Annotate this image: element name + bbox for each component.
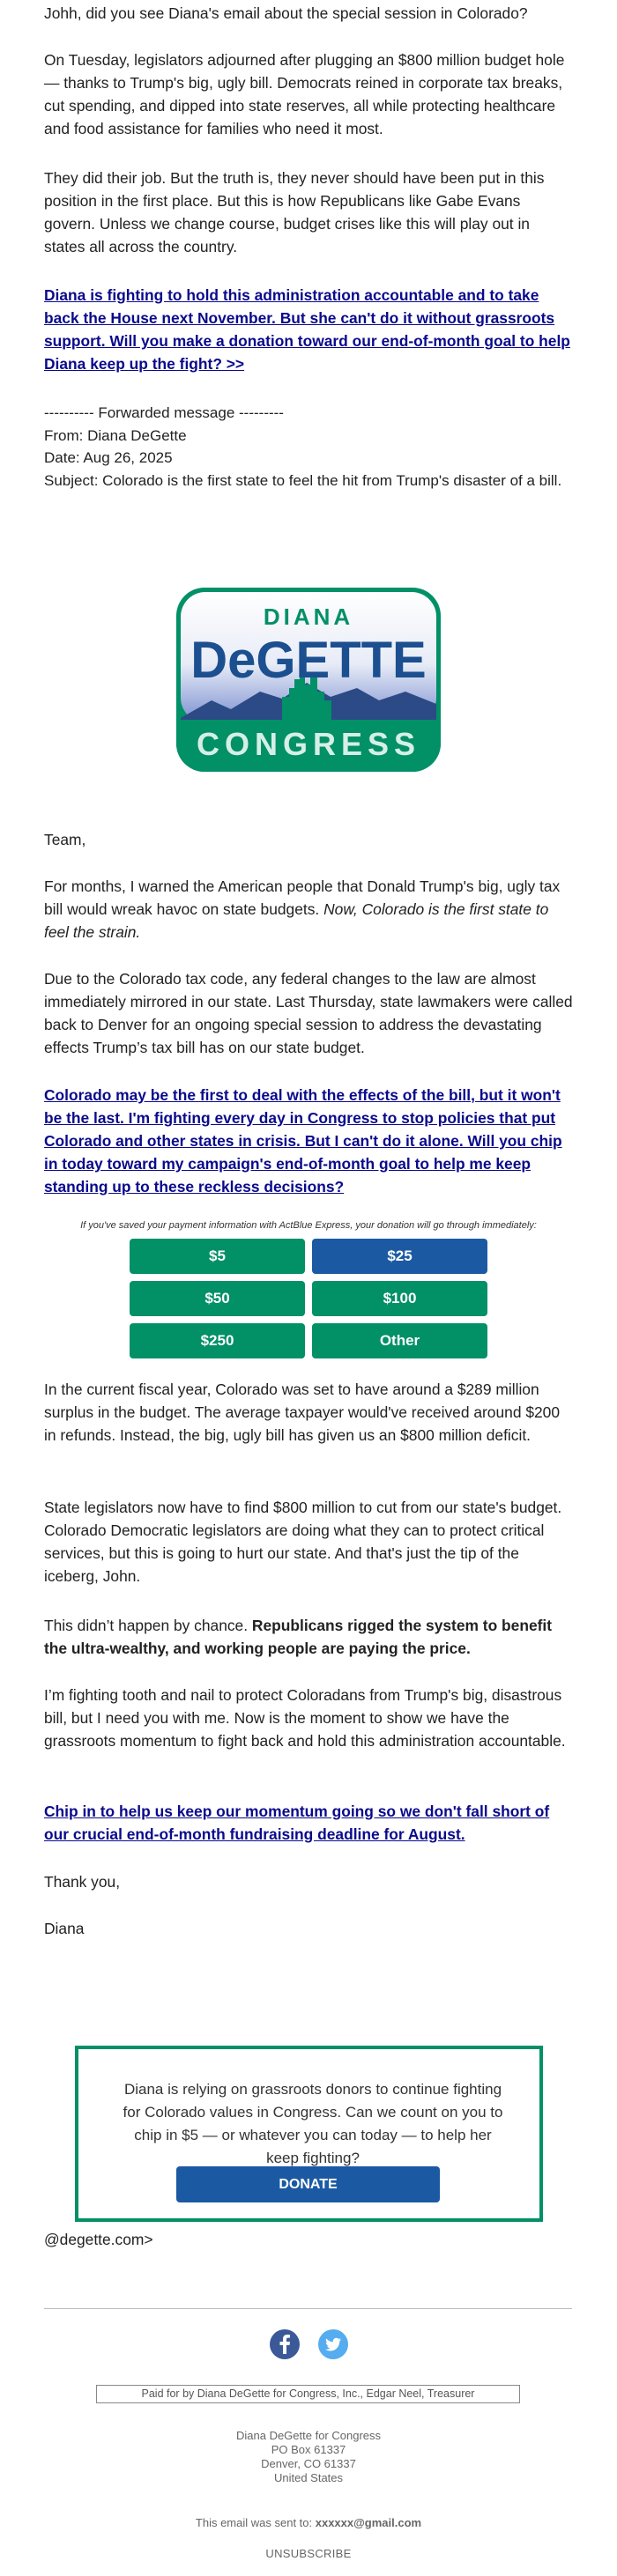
signature: Diana	[44, 1920, 85, 1937]
logo-last-name: DeGETTE	[190, 632, 427, 689]
letter-paragraph: This didn’t happen by chance. Republicans rigged the system to benefit the ultra-wealthy, and working people are paying the price.	[44, 1617, 553, 1657]
donate-50-button[interactable]: $50	[130, 1281, 305, 1316]
donate-link[interactable]: Chip in to help us keep our momentum going so we don't fall short of our crucial end-of-month fundraising deadline for August.	[44, 1802, 550, 1843]
sent-to-notice	[44, 2516, 573, 2529]
footer-divider	[44, 2308, 572, 2309]
intro-greeting: Johh, did you see Diana's email about the special session in Colorado?	[44, 4, 528, 22]
donate-25-button[interactable]: $25	[312, 1239, 487, 1274]
donate-100-button[interactable]: $100	[312, 1281, 487, 1316]
logo-first-name: DIANA	[263, 603, 354, 630]
closing: Thank you,	[44, 1873, 121, 1891]
logo-office: CONGRESS	[196, 726, 421, 762]
intro-paragraph: They did their job. But the truth is, they never should have been put in this position in the first place. But this is how Republicans like Gabe Evans govern. Unless we change course, budget crises like this will play out in states all across the country.	[44, 169, 545, 255]
twitter-icon[interactable]	[318, 2329, 348, 2359]
letter-paragraph: For months, I warned the American people that Donald Trump's big, ugly tax bill would wreak havoc on state budgets. Now, Colorado is the first state to feel the strain.	[44, 877, 561, 941]
intro-paragraph: On Tuesday, legislators adjourned after plugging an $800 million budget hole — thanks to Trump's big, ugly bill. Democrats reined in corporate tax breaks, cut spending, and dipped into state reserves, all while protecting healthcare and food assistance for families who need it most.	[44, 51, 565, 137]
facebook-icon[interactable]	[270, 2329, 300, 2359]
email-fragment: @degette.com>	[44, 2231, 153, 2248]
forwarded-header	[44, 402, 573, 492]
letter-paragraph: State legislators now have to find $800 million to cut from our state's budget. Colorado Democratic legislators are doing what they can to protect critical services, but this is going to hurt our state. And that's just the tip of the iceberg, John.	[44, 1499, 562, 1585]
recipient-email: xxxxxx@gmail.com	[315, 2516, 422, 2529]
donate-other-button[interactable]: Other	[312, 1323, 487, 1358]
letter-paragraph: Due to the Colorado tax code, any federal changes to the law are almost immediately mirrored in our state. Last Thursday, state lawmakers were called back to Denver for an ongoing special session to address the devastating effects Trump’s tax bill has on our state budget.	[44, 970, 573, 1056]
donate-250-button[interactable]: $250	[130, 1323, 305, 1358]
mailing-address	[44, 2429, 573, 2485]
forwarded-subject: Subject: Colorado is the first state to feel the hit from Trump's disaster of a bill.	[44, 471, 562, 489]
sent-to-label: This email was sent to:	[195, 2516, 316, 2529]
address-line: Denver, CO 61337	[261, 2457, 356, 2470]
bold-text: Republicans rigged the system to benefit the ultra-wealthy, and working people are paying the price.	[44, 1617, 553, 1657]
campaign-logo	[176, 588, 441, 772]
address-line: United States	[273, 2471, 344, 2484]
address-line: PO Box 61337	[271, 2443, 346, 2456]
letter-paragraph: In the current fiscal year, Colorado was set to have around a $289 million surplus in the budget. The average taxpayer would've received around $200 in refunds. Instead, the big, ugly bill has given us an $800 million deficit.	[44, 1381, 561, 1444]
unsubscribe-link[interactable]: UNSUBSCRIBE	[265, 2547, 352, 2560]
emphasis-text: Now, Colorado is the first state to feel the strain.	[44, 900, 549, 941]
paid-for-disclaimer: Paid for by Diana DeGette for Congress, Inc., Edgar Neel, Treasurer	[96, 2385, 520, 2403]
forwarded-from: From: Diana DeGette	[44, 426, 187, 444]
donate-box-text: Diana is relying on grassroots donors to continue fighting for Colorado values in Congress. Can we count on you to chip in $5 — or whatever you can today — to help her keep fighting?	[123, 2081, 503, 2166]
donate-link[interactable]: Diana is fighting to hold this administration accountable and to take back the House next November. But she can't do it without grassroots support. Will you make a donation toward our end-of-month goal to help Diana keep up the fight? >>	[44, 286, 570, 373]
salutation: Team,	[44, 831, 86, 848]
address-line: Diana DeGette for Congress	[235, 2429, 382, 2442]
donate-5-button[interactable]: $5	[130, 1239, 305, 1274]
letter-paragraph: I’m fighting tooth and nail to protect Coloradans from Trump's big, disastrous bill, but I need you with me. Now is the moment to show we have the grassroots momentum to fight back and hold this administration accountable.	[44, 1686, 566, 1750]
donate-link[interactable]: Colorado may be the first to deal with the effects of the bill, but it won't be the last. I'm fighting every day in Congress to stop policies that put Colorado and other states in crisis. But I can't do it alone. Will you chip in today toward my campaign's end-of-month goal to help me keep standing up to these reckless decisions?	[44, 1086, 562, 1195]
actblue-express-note: If you've saved your payment information with ActBlue Express, your donation will go through immediately:	[80, 1220, 537, 1231]
forwarded-date: Date: Aug 26, 2025	[44, 449, 173, 466]
forwarded-separator: ---------- Forwarded message ---------	[44, 404, 284, 421]
donate-button[interactable]: DONATE	[176, 2166, 440, 2202]
